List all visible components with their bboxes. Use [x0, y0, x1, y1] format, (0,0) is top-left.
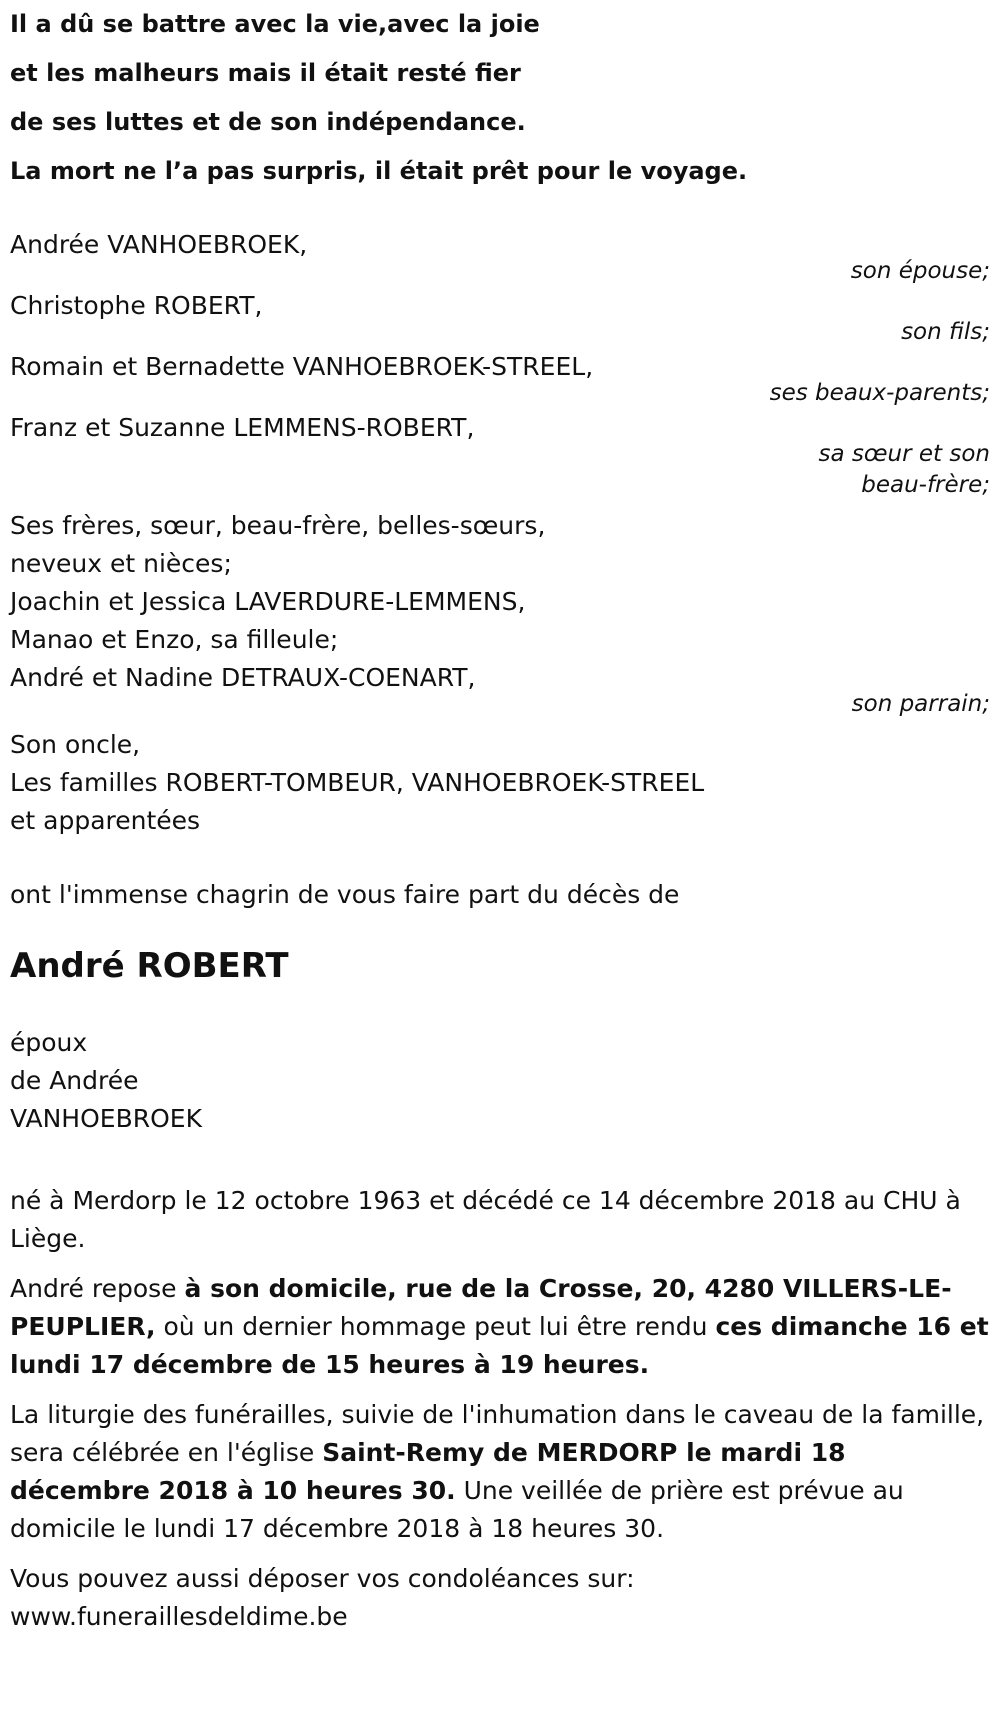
poem	[10, 0, 990, 196]
poem-line: de ses luttes et de son indépendance.	[10, 108, 526, 136]
family-role: beau-frère;	[861, 472, 990, 498]
repose-location: à son domicile, rue de la Crosse, 20, 4280 VILLERS-LE-PEUPLIER,	[10, 1274, 952, 1341]
family-entry-sister	[10, 409, 990, 501]
family-role: ses beaux-parents;	[769, 380, 990, 406]
spouse-line: époux	[10, 1028, 88, 1057]
details	[10, 1182, 990, 1636]
liturgy-info	[10, 1396, 990, 1548]
family-line: Joachin et Jessica LAVERDURE-LEMMENS,	[10, 587, 526, 616]
family-name: Christophe ROBERT,	[10, 291, 263, 320]
birth-info: né à Merdorp le 12 octobre 1963 et décédé ce 14 décembre 2018 au CHU à Liège.	[10, 1186, 961, 1253]
family-line: neveux et nièces;	[10, 549, 232, 578]
spouse-line: VANHOEBROEK	[10, 1104, 202, 1133]
family-role: son fils;	[901, 319, 990, 345]
family-line: et apparentées	[10, 806, 201, 835]
liturgy-text: La liturgie des funérailles, suivie de l'inhumation dans le caveau de la famille, sera célébrée en l'église	[10, 1400, 985, 1467]
family-list	[10, 226, 990, 840]
family-entry-son	[10, 287, 990, 348]
poem-line: Il a dû se battre avec la vie,avec la joie	[10, 10, 540, 38]
family-entry-godfather	[10, 659, 990, 720]
condolences-text: Vous pouvez aussi déposer vos condoléances sur:	[10, 1564, 635, 1593]
family-name: Franz et Suzanne LEMMENS-ROBERT,	[10, 413, 475, 442]
repose-dates: ces dimanche 16 et lundi 17 décembre de 15 heures à 19 heures.	[10, 1312, 989, 1379]
condolences-link[interactable]: www.funeraillesdeldime.be	[10, 1602, 348, 1631]
announcement: ont l'immense chagrin de vous faire part du décès de	[10, 880, 680, 909]
spouse-line: de Andrée	[10, 1066, 139, 1095]
liturgy-church: Saint-Remy de MERDORP le mardi 18 décembre 2018 à 10 heures 30.	[10, 1438, 846, 1505]
repose-info	[10, 1270, 990, 1384]
family-role: sa sœur et son	[818, 441, 990, 467]
family-name: Andrée VANHOEBROEK,	[10, 230, 308, 259]
repose-text: où un dernier hommage peut lui être rendu	[155, 1312, 716, 1341]
family-line: Les familles ROBERT-TOMBEUR, VANHOEBROEK-STREEL	[10, 768, 705, 797]
obituary-page	[10, 0, 990, 1636]
family-line: Manao et Enzo, sa filleule;	[10, 625, 339, 654]
family-line: Son oncle,	[10, 730, 141, 759]
liturgy-text: Une veillée de prière est prévue au domicile le lundi 17 décembre 2018 à 18 heures 30.	[10, 1476, 904, 1543]
poem-line: et les malheurs mais il était resté fier	[10, 59, 521, 87]
family-entry-inlaws	[10, 348, 990, 409]
spouse-block	[10, 1024, 990, 1138]
family-name: André et Nadine DETRAUX-COENART,	[10, 663, 476, 692]
poem-line: La mort ne l’a pas surpris, il était prêt pour le voyage.	[10, 157, 748, 185]
family-name: Romain et Bernadette VANHOEBROEK-STREEL,	[10, 352, 594, 381]
family-entry-spouse	[10, 226, 990, 287]
repose-text: André repose	[10, 1274, 185, 1303]
deceased-name: André ROBERT	[10, 946, 289, 986]
family-line: Ses frères, sœur, beau-frère, belles-sœurs,	[10, 511, 546, 540]
family-role: son parrain;	[851, 691, 990, 717]
condolences	[10, 1560, 990, 1636]
family-role: son épouse;	[850, 258, 990, 284]
